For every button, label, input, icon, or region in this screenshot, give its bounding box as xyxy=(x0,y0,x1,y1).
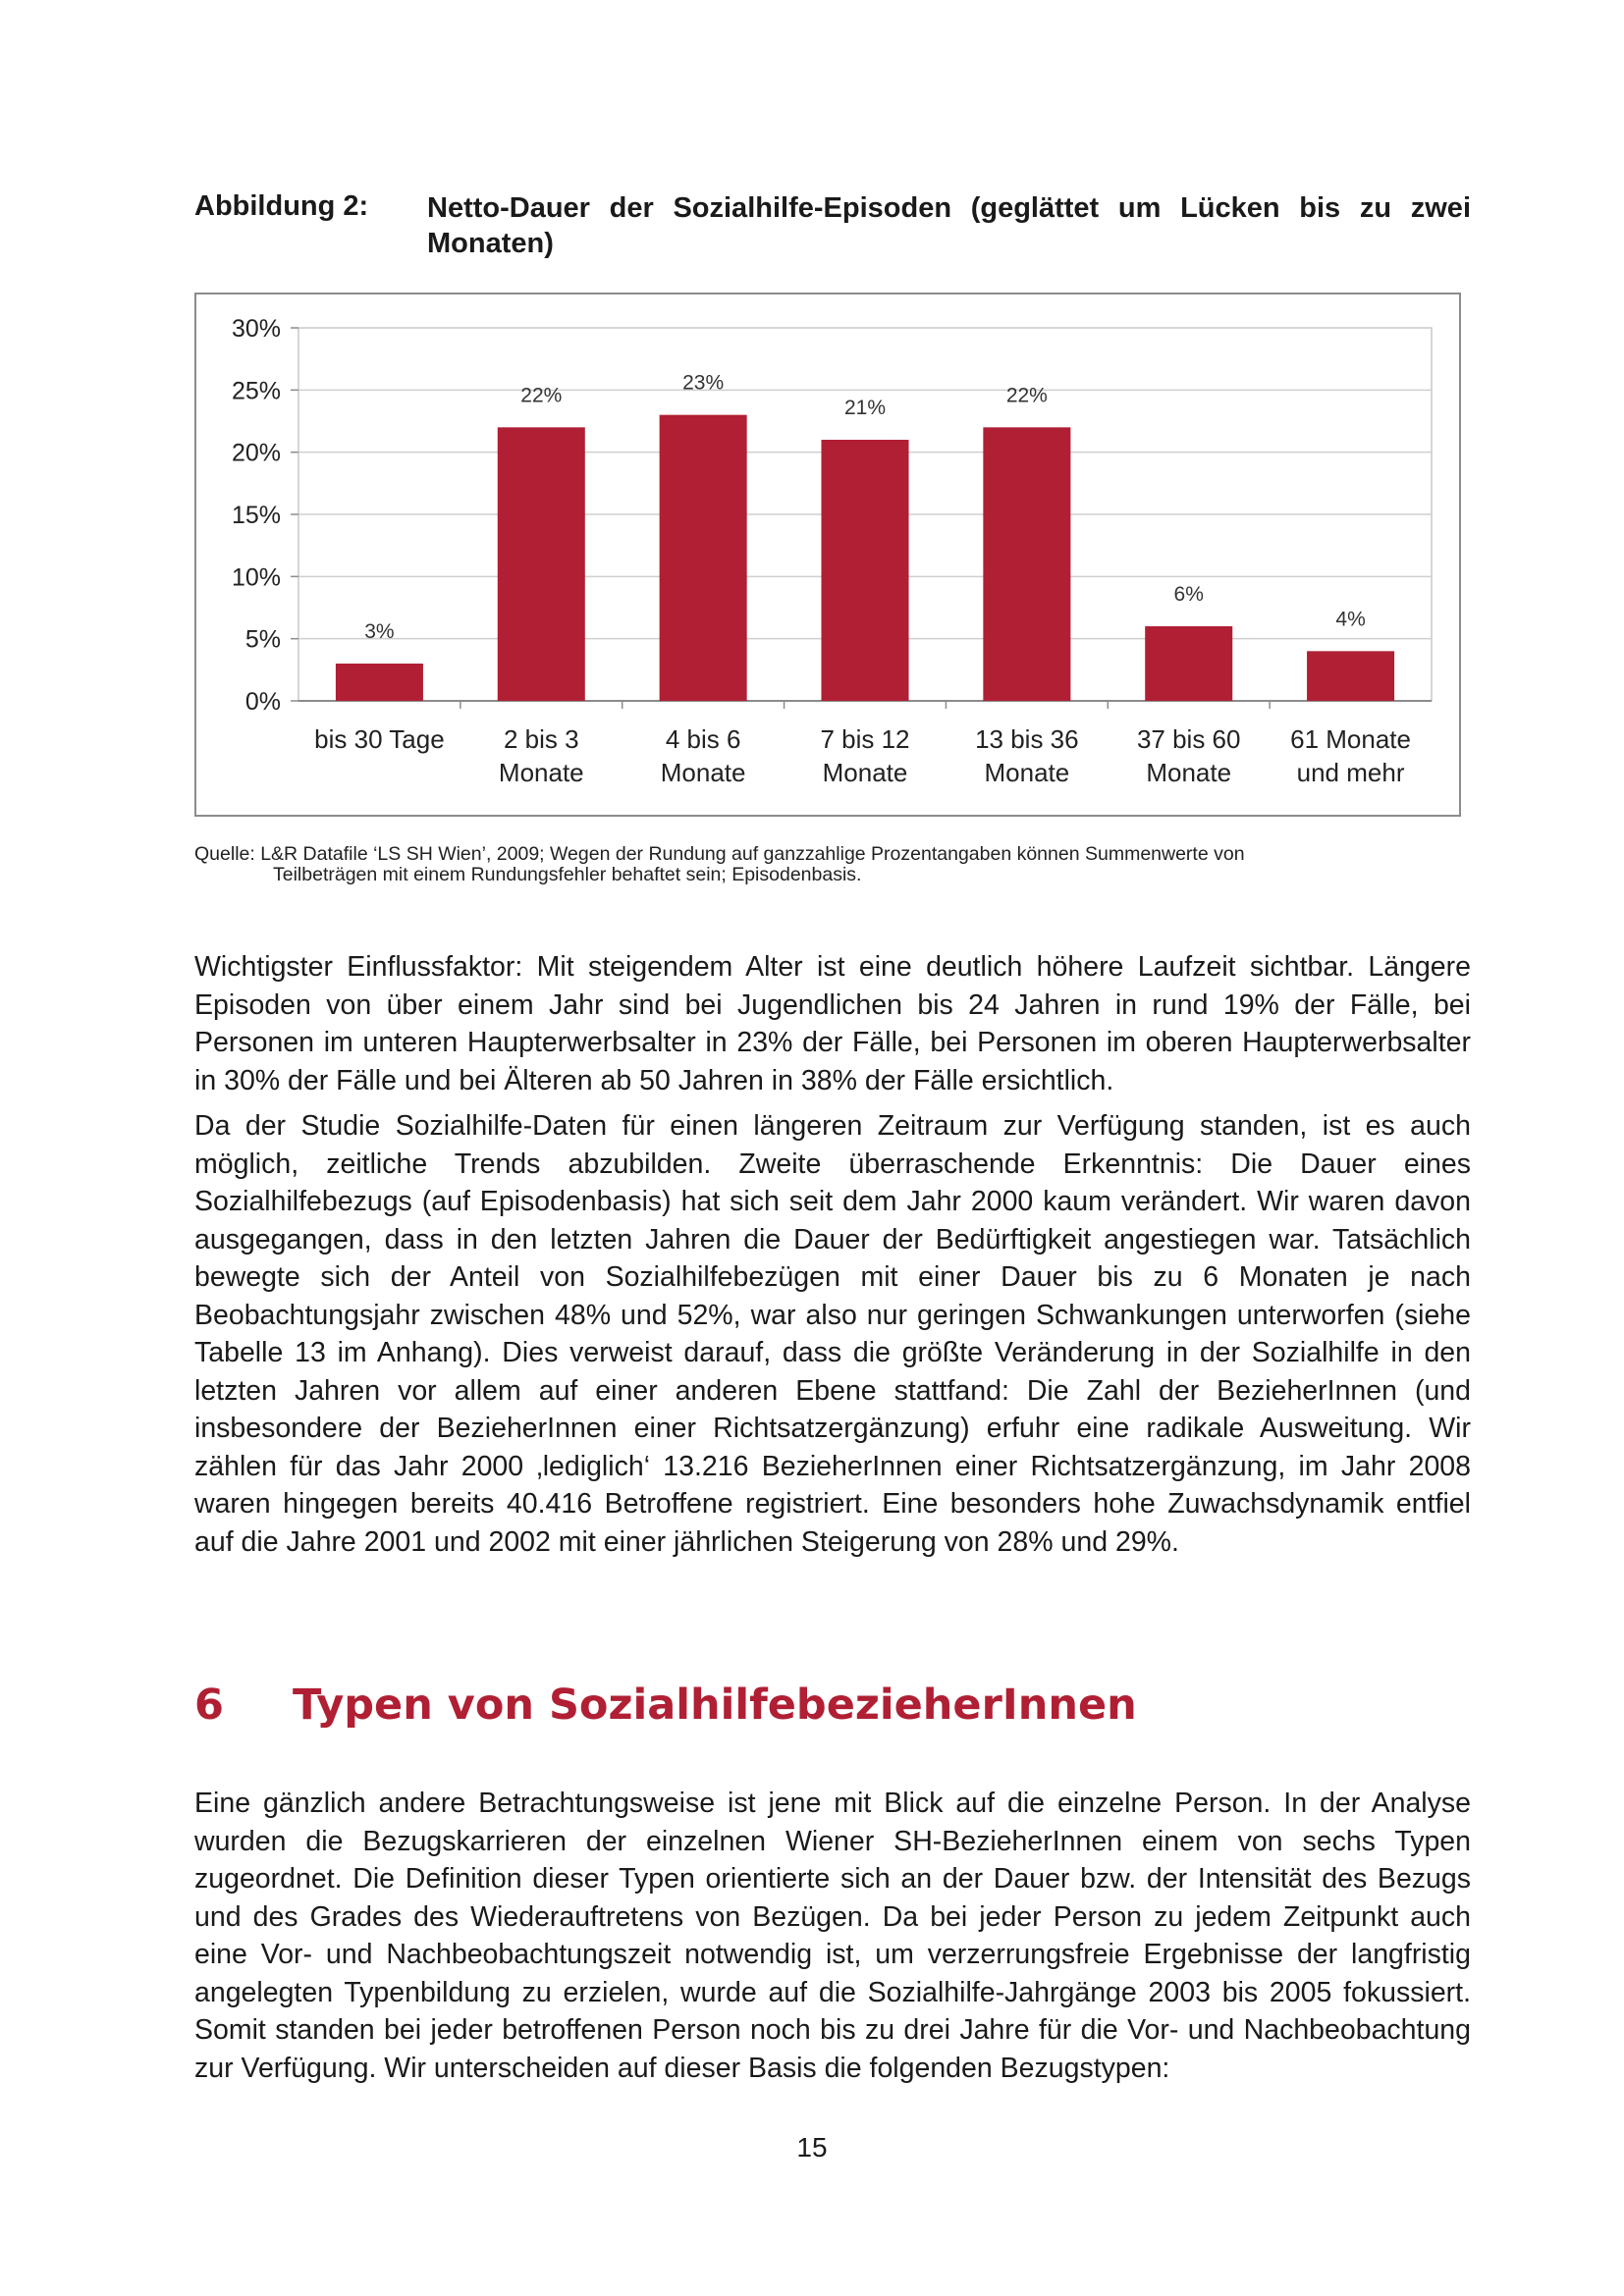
x-tick-label: und mehr xyxy=(1296,758,1405,787)
section-title: Typen von SozialhilfebezieherInnen xyxy=(293,1681,1137,1730)
x-tick-label: Monate xyxy=(660,758,746,787)
y-tick-label: 10% xyxy=(231,563,281,592)
data-label: 22% xyxy=(1005,384,1048,407)
x-tick-label: bis 30 Tage xyxy=(314,724,445,754)
bar xyxy=(821,440,908,701)
y-tick-label: 0% xyxy=(244,688,281,716)
y-tick-label: 25% xyxy=(231,377,281,405)
x-tick-label: 7 bis 12 xyxy=(820,724,910,754)
data-label: 4% xyxy=(1335,608,1366,631)
y-tick-label: 5% xyxy=(244,625,281,654)
data-label: 6% xyxy=(1173,583,1204,606)
paragraph-age-factor: Wichtigster Einflussfaktor: Mit steigendem Alter ist eine deutlich höhere Laufzeit sichtbar. Längere Episoden von über einem Jahr sind bei Jugendlichen bis 24 Jahren in rund 19% der Fälle, bei Personen im unteren Haupterwerbsalter in 23% der Fälle, bei Personen im oberen Haupterwerbsalter in 30% der Fälle und bei Älteren ab 50 Jahren in 38% der Fälle ersichtlich. xyxy=(194,951,1471,1096)
page-number: 15 xyxy=(796,2132,828,2163)
data-label: 23% xyxy=(682,371,725,395)
data-label: 3% xyxy=(364,620,395,643)
section-number: 6 xyxy=(194,1681,224,1730)
paragraph-types-intro: Eine gänzlich andere Betrachtungsweise ist jene mit Blick auf die einzelne Person. In der Analyse wurden die Bezugskarrieren der einzelnen Wiener SH-BezieherInnen einem von sechs Typen zugeordnet. Die Definition dieser Typen orientierte sich an der Dauer bzw. der Intensität des Bezugs und des Grades des Wiederauftretens von Bezügen. Da bei jeder Person zu jedem Zeitpunkt auch eine Vor- und Nachbeobachtungszeit notwendig ist, um verzerrungsfreie Ergebnisse der langfristig angelegten Typenbildung zu erzielen, wurde auf die Sozialhilfe-Jahrgänge 2003 bis 2005 fokussiert. Somit standen bei jeder betroffenen Person noch bis zu drei Jahre für die Vor- und Nachbeobachtung zur Verfügung. Wir unterscheiden auf dieser Basis die folgenden Bezugstypen: xyxy=(194,1788,1471,2084)
bar xyxy=(1307,651,1394,701)
data-label: 22% xyxy=(520,384,563,407)
y-tick-label: 15% xyxy=(231,502,281,529)
x-tick-label: Monate xyxy=(984,758,1070,787)
source-note-line-1: Quelle: L&R Datafile ‘LS SH Wien’, 2009; Wegen der Rundung auf ganzzahlige Prozentangaben können Summenwerte von xyxy=(194,843,1245,865)
bar xyxy=(1145,626,1232,701)
data-label: 21% xyxy=(843,397,887,419)
figure-label: Abbildung 2: xyxy=(194,190,369,222)
x-tick-label: 37 bis 60 xyxy=(1136,724,1241,754)
bar xyxy=(983,427,1070,701)
x-tick-label: 2 bis 3 xyxy=(503,724,579,754)
bar xyxy=(336,664,423,701)
bar xyxy=(498,427,585,701)
x-tick-label: 13 bis 36 xyxy=(975,724,1079,754)
x-tick-label: Monate xyxy=(822,758,908,787)
source-note xyxy=(194,844,1471,885)
paragraph-time-trends: Da der Studie Sozialhilfe-Daten für einen längeren Zeitraum zur Verfügung standen, ist es auch möglich, zeitliche Trends abzubilden. Zweite überraschende Erkenntnis: Die Dauer eines Sozialhilfebezugs (auf Episodenbasis) hat sich seit dem Jahr 2000 kaum verändert. Wir waren davon ausgegangen, dass in den letzten Jahren die Dauer der Bedürftigkeit angestiegen war. Tatsächlich bewegte sich der Anteil von Sozialhilfebezügen mit einer Dauer bis zu 6 Monaten je nach Beobachtungsjahr zwischen 48% und 52%, war also nur geringen Schwankungen unterworfen (siehe Tabelle 13 im Anhang). Dies verweist darauf, dass die größte Veränderung in der Sozialhilfe in den letzten Jahren vor allem auf einer anderen Ebene stattfand: Die Zahl der BezieherInnen (und insbesondere der BezieherInnen einer Richtsatzergänzung) erfuhr eine radikale Ausweitung. Wir zählen für das Jahr 2000 ‚lediglich‘ 13.216 BezieherInnen einer Richtsatzergänzung, im Jahr 2008 waren hingegen bereits 40.416 Betroffene registriert. Eine besonders hohe Zuwachsdynamik entfiel auf die Jahre 2001 und 2002 mit einer jährlichen Steigerung von 28% und 29%. xyxy=(194,1110,1471,1558)
source-note-line-2: Teilbeträgen mit einem Rundungsfehler behaftet sein; Episodenbasis. xyxy=(273,864,862,885)
x-tick-label: Monate xyxy=(1146,758,1232,787)
bar-chart xyxy=(194,293,1461,817)
bar xyxy=(660,415,747,701)
y-tick-label: 20% xyxy=(231,439,281,467)
x-tick-label: Monate xyxy=(498,758,584,787)
section-heading xyxy=(194,1681,1137,1730)
y-tick-label: 30% xyxy=(231,315,281,343)
x-tick-label: 4 bis 6 xyxy=(665,724,741,754)
x-tick-label: 61 Monate xyxy=(1290,724,1412,754)
bar-chart-svg xyxy=(196,294,1463,819)
figure-title: Netto-Dauer der Sozialhilfe-Episoden (geglättet um Lücken bis zu zwei Monaten) xyxy=(427,192,1471,259)
